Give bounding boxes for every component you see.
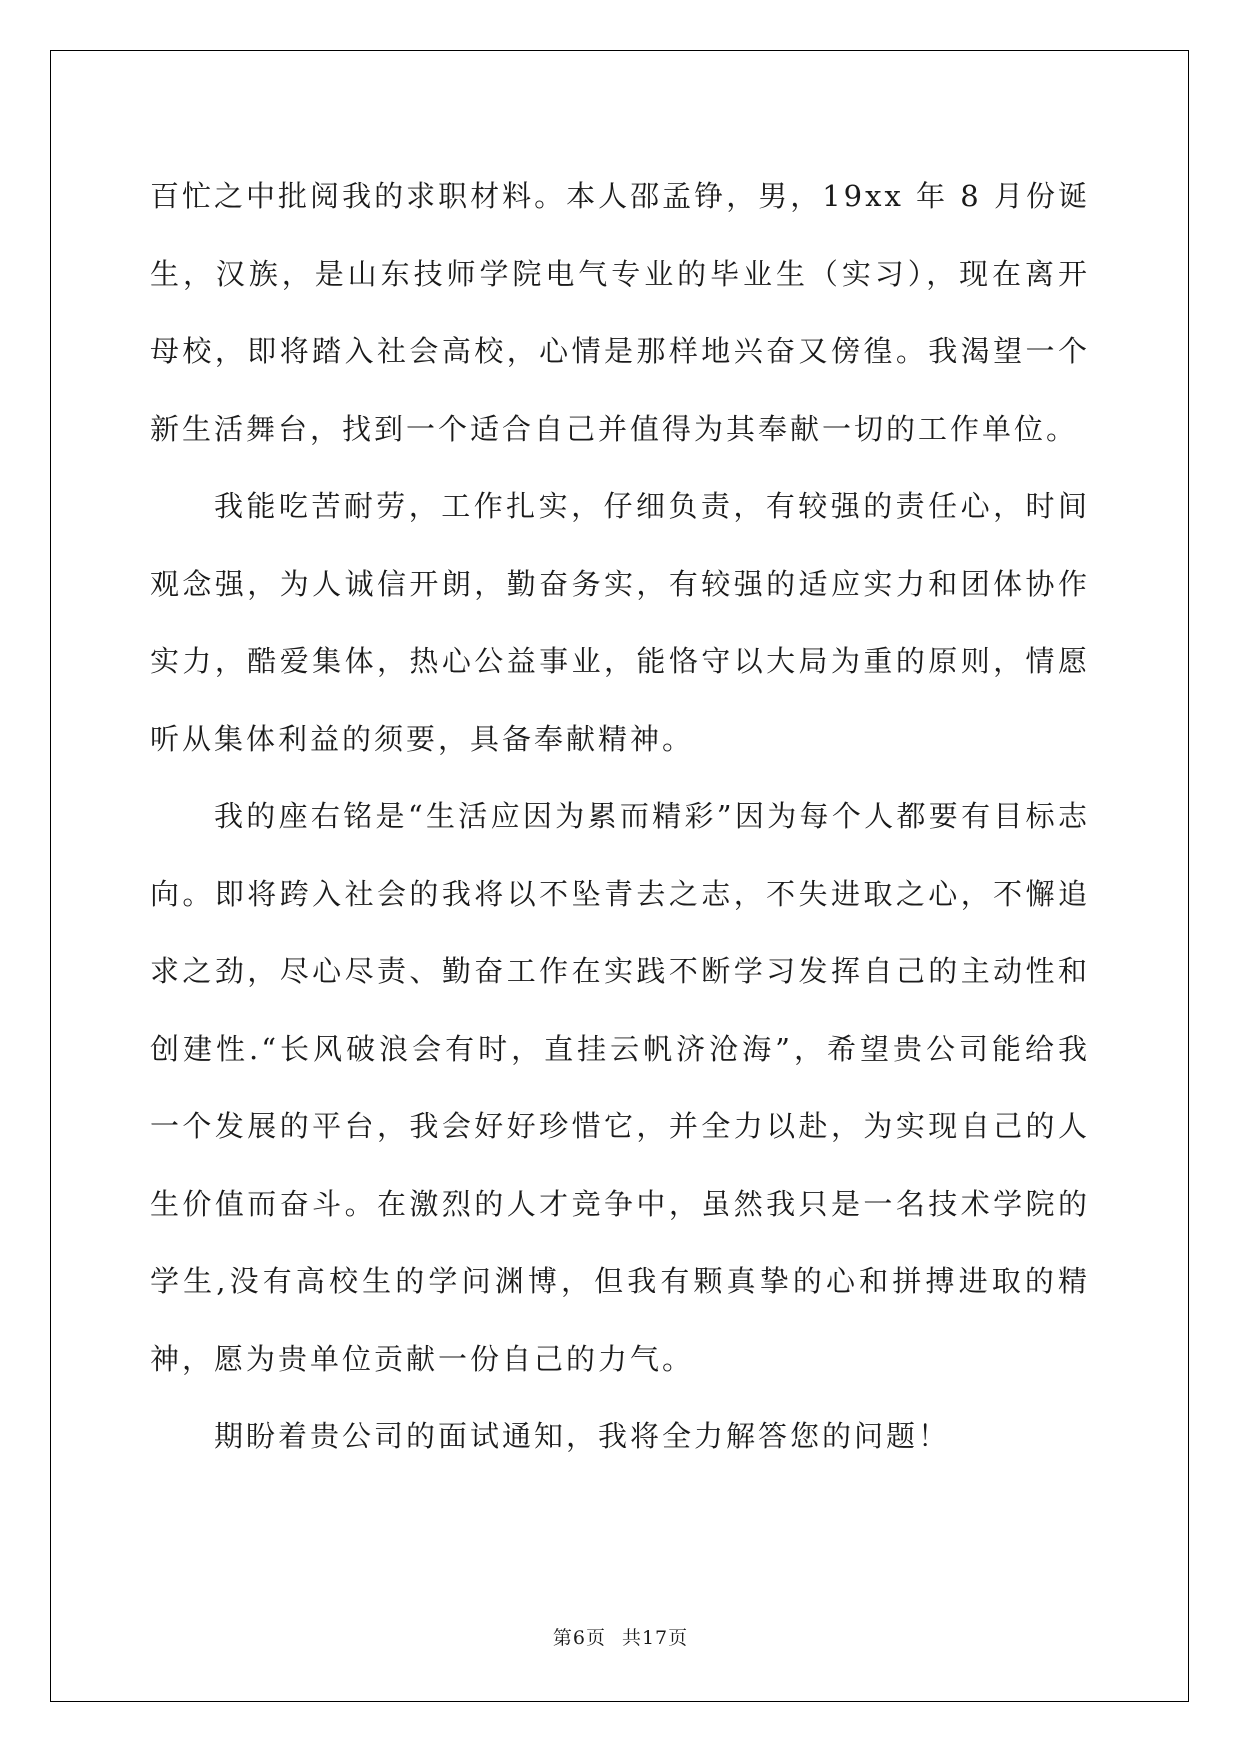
paragraph-4: 期盼着贵公司的面试通知，我将全力解答您的问题！ [214, 1419, 951, 1453]
current-page-number: 第6页 [552, 1627, 606, 1649]
total-page-count: 共17页 [621, 1627, 689, 1649]
paragraph-1: 百忙之中批阅我的求职材料。本人邵孟铮，男，19xx 年 8 月份诞生，汉族，是山东技师学院电气专业的毕业生（实习），现在离开母校，即将踏入社会高校，心情是那样地兴奋又傍徨。我渴望一个新生活舞台，找到一个适合自己并值得为其奉献一切的工作单位。 [150, 179, 1090, 446]
paragraph-2: 我能吃苦耐劳，工作扎实，仔细负责，有较强的责任心，时间观念强，为人诚信开朗，勤奋务实，有较强的适应实力和团体协作实力，酷爱集体，热心公益事业，能恪守以大局为重的原则，情愿听从集体利益的须要，具备奉献精神。 [150, 489, 1090, 756]
paragraph-3: 我的座右铭是“生活应因为累而精彩”因为每个人都要有目标志向。即将跨入社会的我将以不坠青去之志，不失进取之心，不懈追求之劲，尽心尽责、勤奋工作在实践不断学习发挥自己的主动性和创建性.“长风破浪会有时，直挂云帆济沧海”，希望贵公司能给我一个发展的平台，我会好好珍惜它，并全力以赴，为实现自己的人生价值而奋斗。在激烈的人才竞争中，虽然我只是一名技术学院的学生,没有高校生的学问渊博，但我有颗真挚的心和拼搏进取的精神，愿为贵单位贡献一份自己的力气。 [150, 799, 1090, 1376]
document-body [150, 158, 1090, 1476]
page-footer [0, 1623, 1241, 1650]
